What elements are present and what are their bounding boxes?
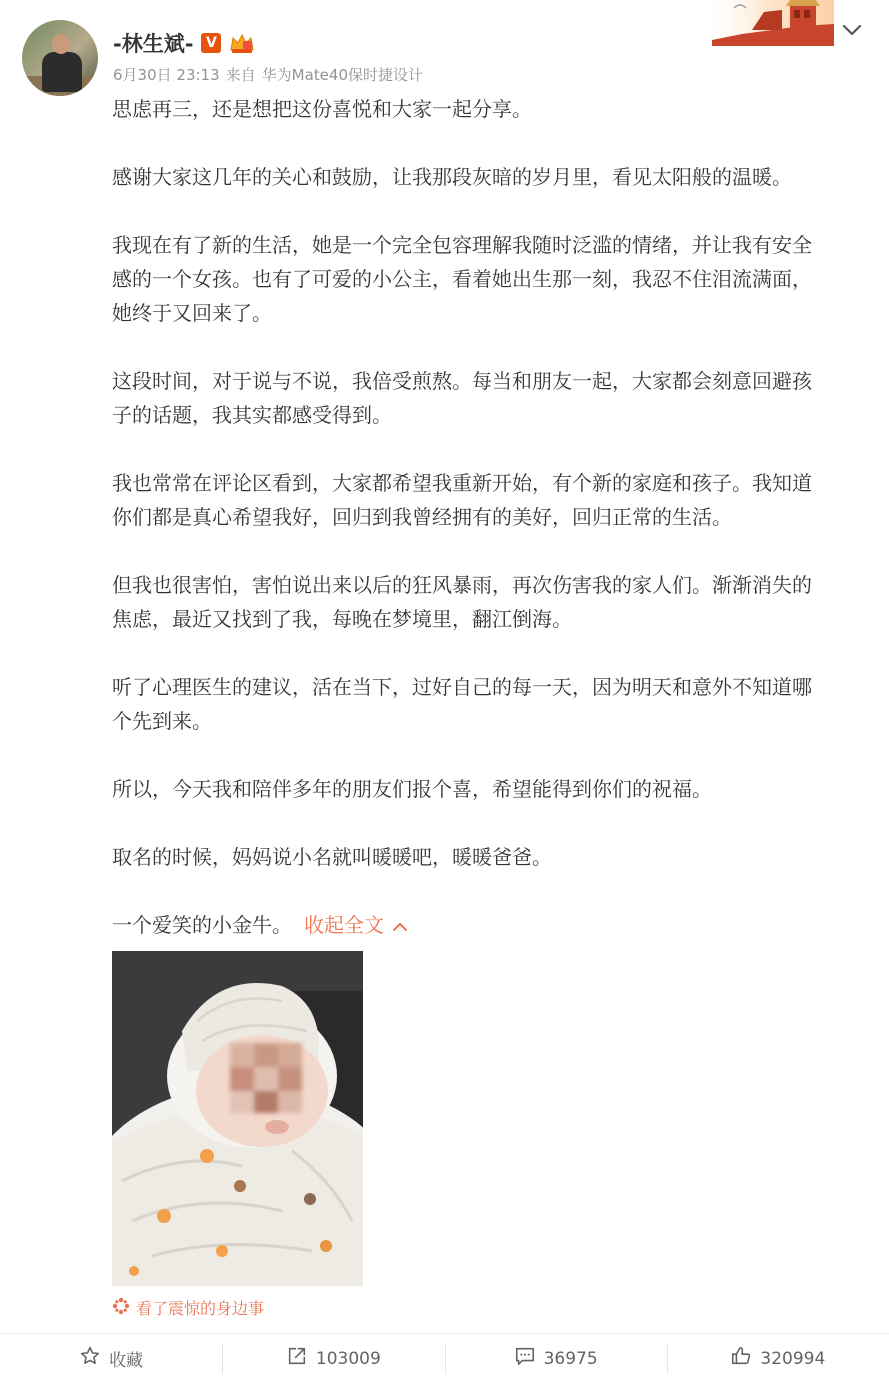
great-wall-banner-icon xyxy=(712,0,834,46)
source-prefix: 来自 xyxy=(225,66,256,84)
comment-count: 36975 xyxy=(543,1348,598,1369)
text-line: 所以，今天我和陪伴多年的朋友们报个喜，希望能得到你们的祝福。 xyxy=(112,777,712,801)
star-icon xyxy=(79,1345,101,1372)
flower-icon xyxy=(112,1297,130,1319)
collapse-label: 收起全文 xyxy=(304,913,384,937)
post-menu-button[interactable] xyxy=(838,16,866,44)
paragraph xyxy=(112,670,860,738)
paragraph xyxy=(112,840,860,874)
thumbs-up-icon xyxy=(730,1345,752,1372)
avatar[interactable] xyxy=(22,20,98,96)
text-line: 感谢大家这几年的关心和鼓励，让我那段灰暗的岁月里，看见太阳般的温暖。 xyxy=(112,165,792,189)
text-line: 思虑再三，还是想把这份喜悦和大家一起分享。 xyxy=(112,97,532,121)
share-icon xyxy=(286,1345,308,1372)
seen-link-label: 看了震惊的身边事 xyxy=(136,1299,265,1318)
author-name[interactable]: -林生斌- xyxy=(113,32,194,56)
author-row xyxy=(113,28,255,58)
comment-button[interactable] xyxy=(445,1334,667,1383)
text-line: 她终于又回来了。 xyxy=(112,301,272,325)
paragraph xyxy=(112,228,860,330)
action-bar xyxy=(0,1333,889,1383)
collapse-text-link[interactable] xyxy=(304,913,408,937)
paragraph xyxy=(112,568,860,636)
paragraph xyxy=(112,92,860,126)
favorite-label: 收藏 xyxy=(109,1351,144,1371)
like-count: 320994 xyxy=(760,1348,826,1369)
text-line: 个先到来。 xyxy=(112,709,212,733)
text-line: 但我也很害怕，害怕说出来以后的狂风暴雨，再次伤害我的家人们。渐渐消失的 xyxy=(112,573,812,597)
paragraph xyxy=(112,772,860,806)
text-line: 你们都是真心希望我好，回归到我曾经拥有的美好，回归正常的生活。 xyxy=(112,505,732,529)
paragraph xyxy=(112,466,860,534)
text-line: 一个爱笑的小金牛。 xyxy=(112,913,292,937)
text-line: 焦虑，最近又找到了我，每晚在梦境里，翻江倒海。 xyxy=(112,607,572,631)
post-image[interactable] xyxy=(112,951,363,1286)
repost-count: 103009 xyxy=(315,1348,381,1369)
text-line: 子的话题，我其实都感受得到。 xyxy=(112,403,392,427)
verified-badge-icon: V xyxy=(201,33,221,53)
comment-icon xyxy=(514,1345,536,1372)
text-line: 我现在有了新的生活，她是一个完全包容理解我随时泛滥的情绪，并让我有安全 xyxy=(112,233,812,257)
text-line: 这段时间，对于说与不说，我倍受煎熬。每当和朋友一起，大家都会刻意回避孩 xyxy=(112,369,812,393)
favorite-button[interactable] xyxy=(0,1334,222,1383)
post-meta xyxy=(113,64,423,85)
like-button[interactable] xyxy=(667,1334,889,1383)
chevron-down-icon xyxy=(842,21,862,40)
post-content xyxy=(112,92,860,942)
paragraph xyxy=(112,160,860,194)
crown-badge-icon xyxy=(229,32,255,54)
seen-link[interactable] xyxy=(112,1296,264,1319)
post-date[interactable]: 6月30日 23:13 xyxy=(113,66,220,84)
post-source: 华为Mate40保时捷设计 xyxy=(261,66,423,84)
text-line: 取名的时候，妈妈说小名就叫暖暖吧，暖暖爸爸。 xyxy=(112,845,552,869)
text-line: 我也常常在评论区看到，大家都希望我重新开始，有个新的家庭和孩子。我知道 xyxy=(112,471,812,495)
chevron-up-icon xyxy=(384,913,408,937)
text-line: 听了心理医生的建议，活在当下，过好自己的每一天，因为明天和意外不知道哪 xyxy=(112,675,812,699)
text-line: 感的一个女孩。也有了可爱的小公主，看着她出生那一刻，我忍不住泪流满面， xyxy=(112,267,812,291)
paragraph xyxy=(112,364,860,432)
repost-button[interactable] xyxy=(222,1334,444,1383)
paragraph xyxy=(112,908,860,942)
